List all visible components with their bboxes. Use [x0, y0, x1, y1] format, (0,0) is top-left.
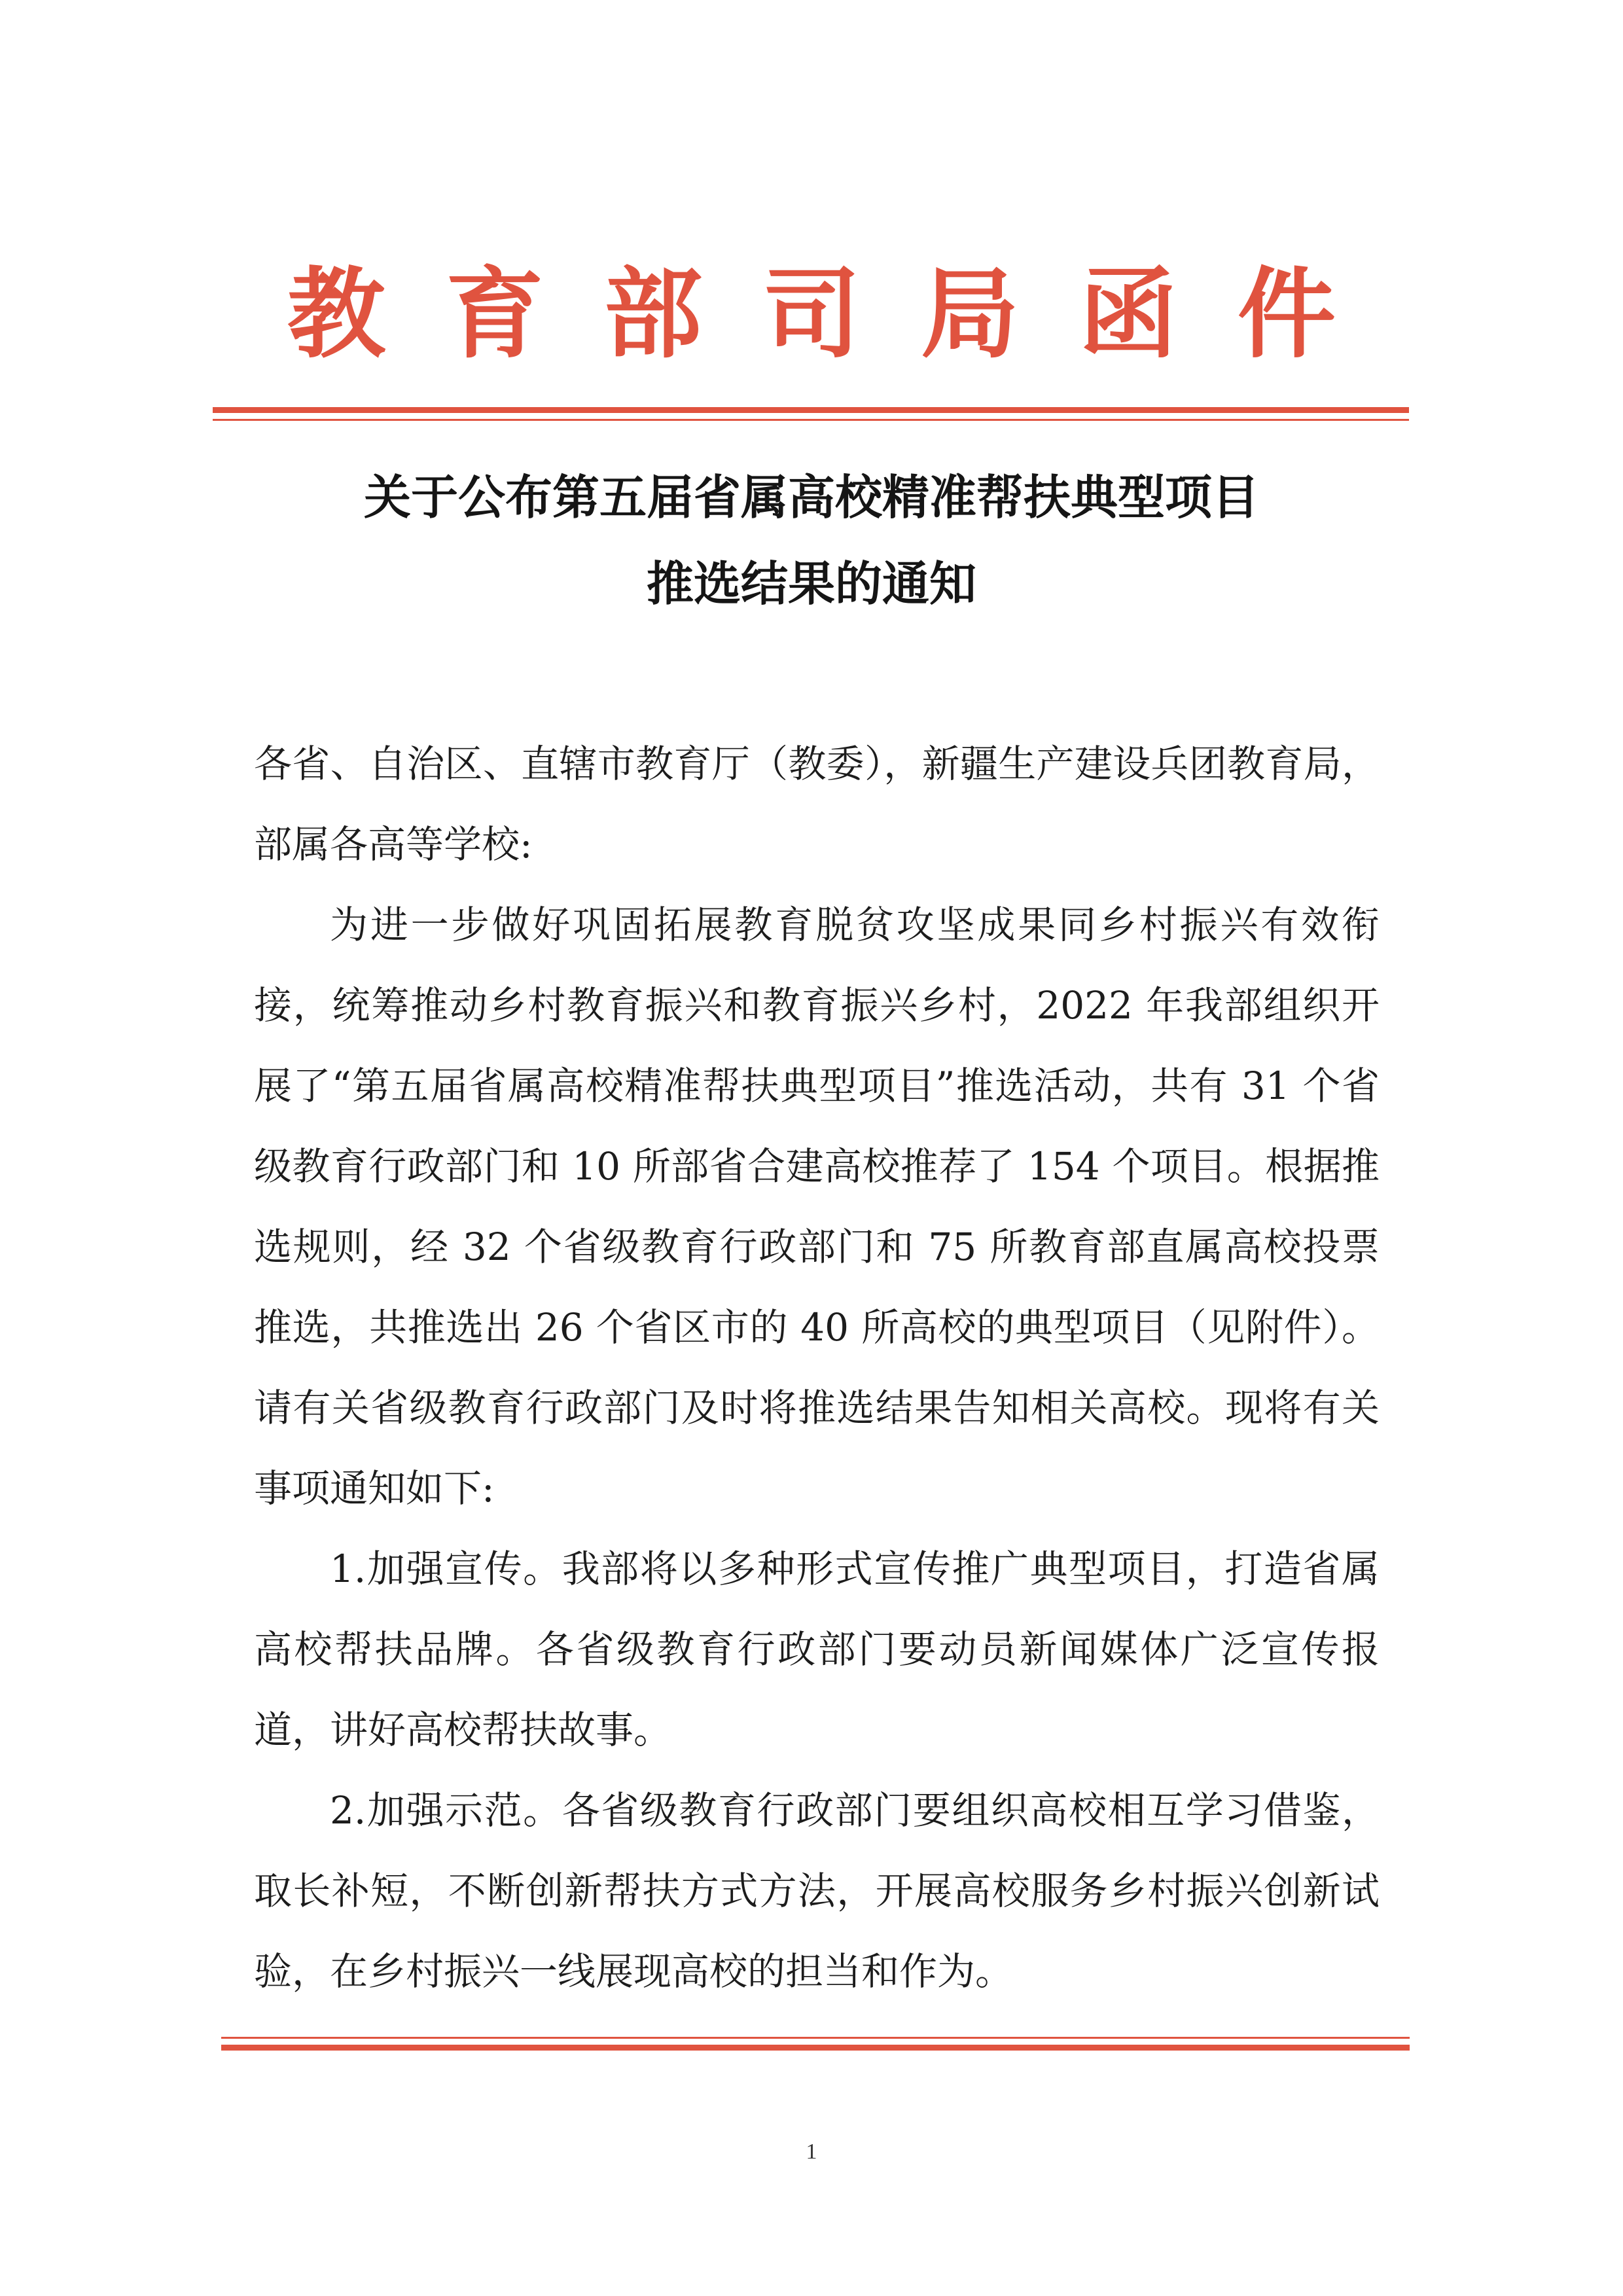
footer-divider-thick	[221, 2045, 1410, 2051]
body-paragraph-intro: 为进一步做好巩固拓展教育脱贫攻坚成果同乡村振兴有效衔接，统筹推动乡村教育振兴和教育振兴乡村，2022 年我部组织开展了“第五届省属高校精准帮扶典型项目”推选活动，共有 31 个省级教育行政部门和 10 所部省合建高校推荐了 154 个项目。根据推选规则，经 32 个省级教育行政部门和 75 所教育部直属高校投票推选，共推选出 26 个省区市的 40 所高校的典型项目（见附件）。请有关省级教育行政部门及时将推选结果告知相关高校。现将有关事项通知如下:	[254, 903, 1380, 1511]
document-title-line-2: 推选结果的通知	[646, 556, 976, 611]
page-number: 1	[806, 2140, 817, 2164]
footer-divider-thin	[221, 2037, 1410, 2039]
body-item-2: 2.加强示范。各省级教育行政部门要组织高校相互学习借鉴，取长补短，不断创新帮扶方式方法，开展高校服务乡村振兴创新试验，在乡村振兴一线展现高校的担当和作为。	[254, 1788, 1380, 1994]
body-item-1: 1.加强宣传。我部将以多种形式宣传推广典型项目，打造省属高校帮扶品牌。各省级教育行政部门要动员新闻媒体广泛宣传报道，讲好高校帮扶故事。	[254, 1547, 1380, 1752]
document-title-line-1: 关于公布第五届省属高校精准帮扶典型项目	[363, 469, 1259, 525]
masthead-divider-thick	[213, 407, 1409, 413]
masthead-title: 教育部司局函件	[287, 257, 1396, 372]
salutation: 各省、自治区、直辖市教育厅（教委），新疆生产建设兵团教育局，部属各高等学校:	[254, 742, 1380, 867]
masthead-divider-thin	[213, 419, 1409, 421]
document-body	[254, 724, 1380, 2012]
